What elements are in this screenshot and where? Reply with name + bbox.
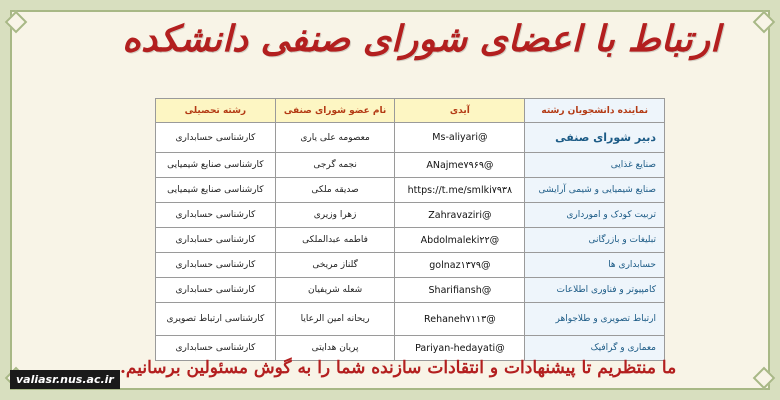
table-row [156, 123, 665, 153]
header-member: نام عضو شورای صنفی [275, 99, 395, 123]
member-name: پریان هدایتی [275, 336, 395, 361]
member-name: زهرا وزیری [275, 203, 395, 228]
member-name: گلناز مریخی [275, 253, 395, 278]
member-name: شعله شریفیان [275, 278, 395, 303]
role-cell: معماری و گرافیک [525, 336, 665, 361]
id-link[interactable]: @Rehaneh۷۱۱۳ [395, 303, 525, 336]
field-cell: کارشناسی ارتباط تصویری [156, 303, 276, 336]
role-cell: تربیت کودک و امورداری [525, 203, 665, 228]
table-row [156, 228, 665, 253]
table-row [156, 153, 665, 178]
member-name: فاطمه عبدالملکی [275, 228, 395, 253]
role-cell: دبیر شورای صنفی [525, 123, 665, 153]
page-title: ارتباط با اعضای شورای صنفی دانشکده [122, 18, 720, 60]
site-url-badge[interactable]: valiasr.nus.ac.ir [10, 370, 120, 389]
id-link[interactable]: @Pariyan-hedayati [395, 336, 525, 361]
field-cell: کارشناسی حسابداری [156, 336, 276, 361]
table-header-row [156, 99, 665, 123]
member-name: معصومه علی یاری [275, 123, 395, 153]
table-row [156, 203, 665, 228]
council-members-table [155, 98, 665, 361]
role-cell: حسابداری ها [525, 253, 665, 278]
role-cell: تبلیغات و بازرگانی [525, 228, 665, 253]
role-cell: صنایع غذایی [525, 153, 665, 178]
field-cell: کارشناسی حسابداری [156, 253, 276, 278]
footer-message: ما منتظریم تا پیشنهادات و انتقادات سازنده شما را به گوش مسئولین برسانیم. [120, 358, 677, 378]
member-name: نجمه گرجی [275, 153, 395, 178]
header-role: نماینده دانشجویان رشته [525, 99, 665, 123]
role-cell: کامپیوتر و فناوری اطلاعات [525, 278, 665, 303]
field-cell: کارشناسی حسابداری [156, 228, 276, 253]
id-link[interactable]: @Sharifiansh [395, 278, 525, 303]
field-cell: کارشناسی صنایع شیمیایی [156, 178, 276, 203]
id-link[interactable]: @ANajme۷۹۶۹ [395, 153, 525, 178]
id-link[interactable]: @Zahravaziri [395, 203, 525, 228]
field-cell: کارشناسی حسابداری [156, 203, 276, 228]
field-cell: کارشناسی صنایع شیمیایی [156, 153, 276, 178]
member-name: صدیقه ملکی [275, 178, 395, 203]
header-id: آیدی [395, 99, 525, 123]
field-cell: کارشناسی حسابداری [156, 123, 276, 153]
table-row [156, 336, 665, 361]
header-field: رشته تحصیلی [156, 99, 276, 123]
table-row [156, 303, 665, 336]
role-cell: ارتباط تصویری و طلاجواهر [525, 303, 665, 336]
member-name: ریحانه امین الرعایا [275, 303, 395, 336]
role-cell: صنایع شیمیایی و شیمی آرایشی [525, 178, 665, 203]
id-link[interactable]: @Ms-aliyari [395, 123, 525, 153]
id-link[interactable]: @golnaz۱۳۷۹ [395, 253, 525, 278]
table-row [156, 278, 665, 303]
table-row [156, 253, 665, 278]
id-link[interactable]: @Abdolmaleki۲۲ [395, 228, 525, 253]
id-link[interactable]: https://t.me/smlki۷۹۳۸ [395, 178, 525, 203]
table-row [156, 178, 665, 203]
field-cell: کارشناسی حسابداری [156, 278, 276, 303]
